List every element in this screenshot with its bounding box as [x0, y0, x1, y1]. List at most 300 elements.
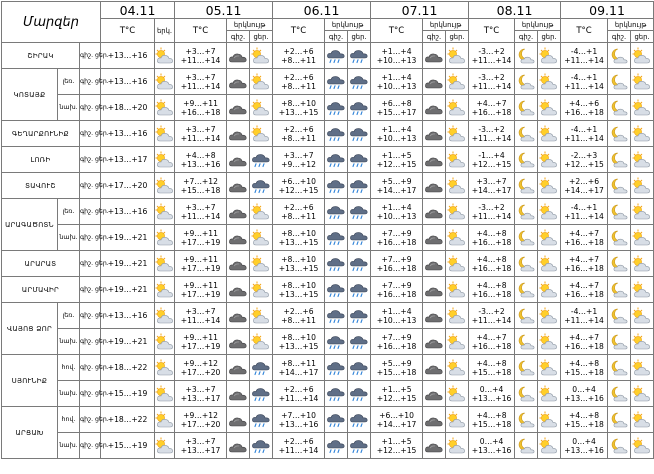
- night-temperature: -4…+1: [570, 306, 598, 316]
- table-row: [2, 147, 654, 173]
- dark-cloud-icon: [423, 355, 446, 381]
- temperature-range: [469, 121, 515, 147]
- temperature-range: [175, 277, 227, 303]
- night-temperature: +7…+9: [381, 332, 412, 342]
- temperature-range: [371, 199, 423, 225]
- day-temperature: +10…+13: [376, 81, 417, 91]
- night-temperature: +1…+5: [381, 150, 412, 160]
- rain-cloud-icon: [348, 407, 371, 433]
- dark-cloud-icon: [423, 173, 446, 199]
- table-row: [2, 407, 654, 433]
- rain-cloud-icon: [348, 329, 371, 355]
- dark-cloud-icon: [227, 43, 250, 69]
- rain-cloud-icon: [325, 95, 348, 121]
- sun-cloud-icon: [446, 277, 469, 303]
- sun-cloud-icon: [446, 225, 469, 251]
- dark-cloud-icon: [423, 277, 446, 303]
- dark-cloud-icon: [227, 355, 250, 381]
- sun-cloud-icon: [446, 173, 469, 199]
- night-temperature: +3…+7: [476, 176, 507, 186]
- night-subheader: գիշ.: [325, 31, 348, 43]
- day-temperature: +15…+18: [376, 367, 417, 377]
- temperature-range: [561, 303, 608, 329]
- day-temperature: +16…+18: [564, 237, 604, 247]
- sun-cloud-icon: [538, 381, 561, 407]
- sun-cloud-icon: [631, 225, 654, 251]
- night-temperature: +2…+6: [283, 46, 314, 56]
- day-temperature: +18…+22: [101, 355, 155, 381]
- temperature-range: [175, 225, 227, 251]
- temperature-range: [273, 329, 325, 355]
- time-of-day-label: գիշ. ցեր.: [80, 303, 101, 329]
- sun-cloud-icon: [446, 199, 469, 225]
- night-temperature: +8…+10: [281, 332, 316, 342]
- day-temperature: +17…+20: [180, 419, 221, 429]
- dark-cloud-icon: [227, 199, 250, 225]
- weather-header: երկնույթ: [227, 19, 273, 31]
- day-temperature: +11…+14: [564, 211, 604, 221]
- sun-cloud-icon: [446, 121, 469, 147]
- moon-cloud-icon: [608, 407, 631, 433]
- weather-header: երկնույթ: [423, 19, 469, 31]
- rain-cloud-icon: [325, 433, 348, 459]
- night-temperature: +1…+4: [381, 306, 412, 316]
- sun-cloud-icon: [631, 251, 654, 277]
- temperature-range: [273, 303, 325, 329]
- sun-cloud-icon: [155, 69, 175, 95]
- sun-cloud-icon: [155, 329, 175, 355]
- time-of-day-label: գիշ. ցեր.: [80, 355, 101, 381]
- zone-label: լեռ.: [58, 199, 80, 225]
- table-row: [2, 95, 654, 121]
- rain-cloud-icon: [250, 381, 273, 407]
- sun-cloud-icon: [446, 355, 469, 381]
- time-of-day-label: գիշ. ցեր.: [80, 381, 101, 407]
- rain-cloud-icon: [325, 329, 348, 355]
- rain-cloud-icon: [325, 355, 348, 381]
- temperature-range: [371, 173, 423, 199]
- temperature-range: [273, 407, 325, 433]
- temperature-range: [371, 433, 423, 459]
- day-subheader: ցեր.: [348, 31, 371, 43]
- rain-cloud-icon: [348, 147, 371, 173]
- moon-cloud-icon: [515, 147, 538, 173]
- moon-cloud-icon: [515, 355, 538, 381]
- day-temperature: +17…+19: [180, 263, 221, 273]
- night-temperature: +1…+4: [381, 202, 412, 212]
- moon-cloud-icon: [608, 43, 631, 69]
- date-header: 09.11: [561, 2, 654, 19]
- temperature-header: T°C: [469, 19, 515, 43]
- sun-cloud-icon: [155, 251, 175, 277]
- day-temperature: +13…+16: [278, 419, 319, 429]
- day-temperature: +13…+16: [180, 159, 221, 169]
- sun-cloud-icon: [155, 121, 175, 147]
- date-header: 06.11: [273, 2, 371, 19]
- temperature-range: [175, 173, 227, 199]
- night-temperature: +4…+8: [569, 410, 600, 420]
- day-temperature: +15…+18: [471, 419, 512, 429]
- temperature-range: [561, 433, 608, 459]
- day-subheader: ցեր.: [250, 31, 273, 43]
- rain-cloud-icon: [250, 355, 273, 381]
- time-of-day-label: գիշ. ցեր.: [80, 147, 101, 173]
- day-temperature: +13…+17: [101, 147, 155, 173]
- temperature-range: [561, 277, 608, 303]
- moon-cloud-icon: [608, 329, 631, 355]
- sun-cloud-icon: [446, 69, 469, 95]
- region-name: ԳԵՂԱՐՔՈՒՆԻՔ: [2, 121, 80, 147]
- night-subheader: գիշ.: [423, 31, 446, 43]
- day-temperature: +10…+13: [376, 315, 417, 325]
- table-row: [2, 173, 654, 199]
- dark-cloud-icon: [227, 381, 250, 407]
- day-temperature: +16…+18: [376, 263, 417, 273]
- sun-cloud-icon: [155, 303, 175, 329]
- dark-cloud-icon: [423, 69, 446, 95]
- temperature-range: [561, 147, 608, 173]
- temperature-range: [175, 329, 227, 355]
- rain-cloud-icon: [348, 381, 371, 407]
- sun-cloud-icon: [446, 407, 469, 433]
- location-column-header: Մարզեր: [2, 2, 101, 43]
- sun-cloud-icon: [446, 381, 469, 407]
- temperature-range: [371, 277, 423, 303]
- rain-cloud-icon: [325, 147, 348, 173]
- weather-header: երկ.: [155, 19, 175, 43]
- night-temperature: +4…+8: [185, 150, 216, 160]
- temperature-range: [561, 121, 608, 147]
- temperature-range: [561, 225, 608, 251]
- night-temperature: +9…+11: [183, 98, 218, 108]
- night-temperature: +5…+9: [381, 176, 412, 186]
- night-temperature: +2…+6: [283, 436, 314, 446]
- region-name: ՏԱՎՈՒՇ: [2, 173, 80, 199]
- day-temperature: +13…+17: [180, 445, 221, 455]
- date-header: 07.11: [371, 2, 469, 19]
- night-temperature: +8…+10: [281, 228, 316, 238]
- temperature-range: [273, 173, 325, 199]
- temperature-range: [371, 329, 423, 355]
- day-temperature: +17…+19: [180, 237, 221, 247]
- zone-label: հով.: [58, 407, 80, 433]
- day-temperature: +11…+14: [180, 133, 221, 143]
- rain-cloud-icon: [348, 277, 371, 303]
- moon-cloud-icon: [515, 173, 538, 199]
- day-subheader: ցեր.: [446, 31, 469, 43]
- time-of-day-label: գիշ. ցեր.: [80, 95, 101, 121]
- day-temperature: +16…+18: [376, 341, 417, 351]
- table-row: [2, 251, 654, 277]
- day-temperature: +18…+20: [101, 95, 155, 121]
- zone-label: նախ.: [58, 329, 80, 355]
- time-of-day-label: գիշ. ցեր.: [80, 433, 101, 459]
- rain-cloud-icon: [325, 251, 348, 277]
- sun-cloud-icon: [155, 433, 175, 459]
- temperature-range: [175, 303, 227, 329]
- dark-cloud-icon: [227, 95, 250, 121]
- sun-cloud-icon: [250, 121, 273, 147]
- night-temperature: +2…+6: [283, 124, 314, 134]
- night-temperature: +4…+6: [569, 98, 600, 108]
- temperature-range: [561, 329, 608, 355]
- night-temperature: -4…+1: [570, 124, 598, 134]
- sun-cloud-icon: [446, 303, 469, 329]
- day-temperature: +16…+18: [564, 289, 604, 299]
- day-temperature: +13…+16: [101, 43, 155, 69]
- day-subheader: ցեր.: [538, 31, 561, 43]
- day-temperature: +17…+20: [101, 173, 155, 199]
- time-of-day-label: գիշ. ցեր.: [80, 407, 101, 433]
- temperature-range: [175, 355, 227, 381]
- sun-cloud-icon: [538, 329, 561, 355]
- table-row: [2, 433, 654, 459]
- day-temperature: +8…+11: [281, 81, 316, 91]
- time-of-day-label: գիշ. ցեր.: [80, 225, 101, 251]
- sun-cloud-icon: [155, 225, 175, 251]
- day-temperature: +10…+13: [376, 211, 417, 221]
- sun-cloud-icon: [446, 329, 469, 355]
- day-temperature: +16…+18: [471, 263, 512, 273]
- night-temperature: +1…+5: [381, 384, 412, 394]
- temperature-range: [371, 225, 423, 251]
- weather-header: երկնույթ: [325, 19, 371, 31]
- zone-label: նախ.: [58, 225, 80, 251]
- temperature-range: [469, 303, 515, 329]
- rain-cloud-icon: [325, 69, 348, 95]
- temperature-range: [371, 251, 423, 277]
- day-temperature: +11…+14: [471, 81, 512, 91]
- day-temperature: +13…+15: [278, 107, 319, 117]
- sun-cloud-icon: [631, 147, 654, 173]
- day-subheader: ցեր.: [631, 31, 654, 43]
- sun-cloud-icon: [155, 355, 175, 381]
- dark-cloud-icon: [423, 303, 446, 329]
- dark-cloud-icon: [227, 69, 250, 95]
- temperature-range: [273, 199, 325, 225]
- sun-cloud-icon: [631, 303, 654, 329]
- day-temperature: +11…+14: [471, 315, 512, 325]
- night-temperature: +1…+5: [381, 436, 412, 446]
- time-of-day-label: գիշ. ցեր.: [80, 69, 101, 95]
- sun-cloud-icon: [538, 251, 561, 277]
- night-temperature: +6…+10: [379, 410, 414, 420]
- night-temperature: +9…+12: [183, 410, 218, 420]
- night-temperature: 0…+4: [572, 384, 596, 394]
- day-temperature: +8…+11: [281, 133, 316, 143]
- day-temperature: +11…+14: [564, 133, 604, 143]
- dark-cloud-icon: [423, 433, 446, 459]
- temperature-range: [175, 69, 227, 95]
- night-temperature: +8…+10: [281, 254, 316, 264]
- moon-cloud-icon: [608, 277, 631, 303]
- sun-cloud-icon: [631, 381, 654, 407]
- day-temperature: +11…+14: [564, 55, 604, 65]
- zone-label: նախ.: [58, 433, 80, 459]
- temperature-range: [371, 381, 423, 407]
- sun-cloud-icon: [538, 69, 561, 95]
- time-of-day-label: գիշ. ցեր.: [80, 251, 101, 277]
- moon-cloud-icon: [515, 251, 538, 277]
- sun-cloud-icon: [155, 199, 175, 225]
- sun-cloud-icon: [631, 277, 654, 303]
- region-name: ՎԱՅՈՑ ՁՈՐ: [2, 303, 58, 355]
- dark-cloud-icon: [423, 121, 446, 147]
- table-row: [2, 303, 654, 329]
- day-temperature: +11…+14: [471, 55, 512, 65]
- temperature-range: [469, 173, 515, 199]
- sun-cloud-icon: [446, 43, 469, 69]
- night-temperature: +2…+6: [283, 202, 314, 212]
- temperature-range: [273, 121, 325, 147]
- night-temperature: 0…+4: [479, 384, 504, 394]
- sun-cloud-icon: [538, 225, 561, 251]
- region-name: ԱՐՑԱԽ: [2, 407, 58, 459]
- night-temperature: -3…+2: [478, 202, 505, 212]
- moon-cloud-icon: [515, 277, 538, 303]
- night-temperature: +9…+11: [183, 228, 218, 238]
- night-temperature: -2…+3: [570, 150, 598, 160]
- rain-cloud-icon: [348, 225, 371, 251]
- moon-cloud-icon: [608, 251, 631, 277]
- temperature-range: [371, 303, 423, 329]
- forecast-body: [2, 43, 654, 459]
- sun-cloud-icon: [538, 199, 561, 225]
- sun-cloud-icon: [631, 43, 654, 69]
- region-name: ԱՐՄԱՎԻՐ: [2, 277, 80, 303]
- day-temperature: +16…+18: [564, 107, 604, 117]
- temperature-header: T°C: [273, 19, 325, 43]
- dark-cloud-icon: [423, 199, 446, 225]
- night-temperature: +6…+10: [281, 176, 316, 186]
- sun-cloud-icon: [538, 121, 561, 147]
- sun-cloud-icon: [631, 121, 654, 147]
- weather-header: երկնույթ: [515, 19, 561, 31]
- sun-cloud-icon: [631, 173, 654, 199]
- night-temperature: +3…+7: [283, 150, 314, 160]
- night-temperature: +4…+8: [476, 228, 507, 238]
- day-temperature: +12…+15: [564, 159, 604, 169]
- day-temperature: +10…+13: [376, 55, 417, 65]
- dark-cloud-icon: [227, 251, 250, 277]
- sun-cloud-icon: [538, 173, 561, 199]
- night-temperature: +1…+4: [381, 46, 412, 56]
- day-temperature: +17…+19: [180, 341, 221, 351]
- day-temperature: +14…+17: [376, 419, 417, 429]
- temperature-range: [175, 251, 227, 277]
- temperature-range: [273, 69, 325, 95]
- zone-label: լեռ.: [58, 303, 80, 329]
- temperature-range: [561, 199, 608, 225]
- sun-cloud-icon: [250, 199, 273, 225]
- night-temperature: +4…+7: [569, 280, 600, 290]
- day-temperature: +12…+15: [278, 185, 319, 195]
- sun-cloud-icon: [250, 95, 273, 121]
- region-name: ԿՈՏԱՅՔ: [2, 69, 58, 121]
- table-row: [2, 199, 654, 225]
- rain-cloud-icon: [348, 355, 371, 381]
- date-header: 05.11: [175, 2, 273, 19]
- sun-cloud-icon: [446, 95, 469, 121]
- day-temperature: +13…+16: [471, 393, 512, 403]
- temperature-range: [371, 407, 423, 433]
- rain-cloud-icon: [348, 433, 371, 459]
- temperature-range: [561, 251, 608, 277]
- night-temperature: -4…+1: [570, 72, 598, 82]
- day-temperature: +16…+18: [564, 341, 604, 351]
- temperature-range: [371, 147, 423, 173]
- moon-cloud-icon: [515, 95, 538, 121]
- dark-cloud-icon: [423, 147, 446, 173]
- temperature-header: T°C: [101, 19, 155, 43]
- moon-cloud-icon: [608, 381, 631, 407]
- sun-cloud-icon: [538, 433, 561, 459]
- rain-cloud-icon: [325, 277, 348, 303]
- temperature-range: [175, 433, 227, 459]
- day-temperature: +16…+18: [376, 289, 417, 299]
- rain-cloud-icon: [348, 303, 371, 329]
- day-temperature: +19…+21: [101, 277, 155, 303]
- night-subheader: գիշ.: [608, 31, 631, 43]
- temperature-range: [175, 147, 227, 173]
- night-temperature: +4…+7: [569, 254, 600, 264]
- day-temperature: +11…+14: [180, 315, 221, 325]
- day-temperature: +15…+18: [180, 185, 221, 195]
- night-temperature: +4…+8: [476, 358, 507, 368]
- moon-cloud-icon: [608, 95, 631, 121]
- moon-cloud-icon: [608, 225, 631, 251]
- date-header: 08.11: [469, 2, 561, 19]
- day-temperature: +13…+16: [564, 445, 604, 455]
- dark-cloud-icon: [423, 329, 446, 355]
- day-temperature: +11…+14: [278, 445, 319, 455]
- day-temperature: +17…+19: [180, 289, 221, 299]
- rain-cloud-icon: [348, 95, 371, 121]
- table-row: [2, 225, 654, 251]
- table-row: [2, 277, 654, 303]
- dark-cloud-icon: [227, 303, 250, 329]
- night-temperature: +3…+7: [185, 72, 216, 82]
- sun-cloud-icon: [155, 43, 175, 69]
- night-temperature: +4…+8: [569, 358, 600, 368]
- dark-cloud-icon: [423, 95, 446, 121]
- sun-cloud-icon: [250, 251, 273, 277]
- temperature-range: [175, 121, 227, 147]
- day-temperature: +13…+17: [180, 393, 221, 403]
- sun-cloud-icon: [250, 43, 273, 69]
- temperature-range: [469, 277, 515, 303]
- temperature-range: [273, 433, 325, 459]
- zone-label: լեռ.: [58, 69, 80, 95]
- night-subheader: գիշ.: [515, 31, 538, 43]
- dark-cloud-icon: [227, 277, 250, 303]
- temperature-range: [371, 355, 423, 381]
- day-temperature: +13…+16: [471, 445, 512, 455]
- dark-cloud-icon: [227, 173, 250, 199]
- sun-cloud-icon: [538, 277, 561, 303]
- temperature-range: [561, 407, 608, 433]
- night-subheader: գիշ.: [227, 31, 250, 43]
- temperature-range: [175, 199, 227, 225]
- temperature-range: [273, 355, 325, 381]
- moon-cloud-icon: [608, 69, 631, 95]
- day-temperature: +13…+16: [101, 121, 155, 147]
- temperature-range: [561, 355, 608, 381]
- night-temperature: +4…+7: [476, 98, 507, 108]
- day-temperature: +13…+15: [278, 289, 319, 299]
- sun-cloud-icon: [538, 43, 561, 69]
- day-temperature: +13…+16: [101, 199, 155, 225]
